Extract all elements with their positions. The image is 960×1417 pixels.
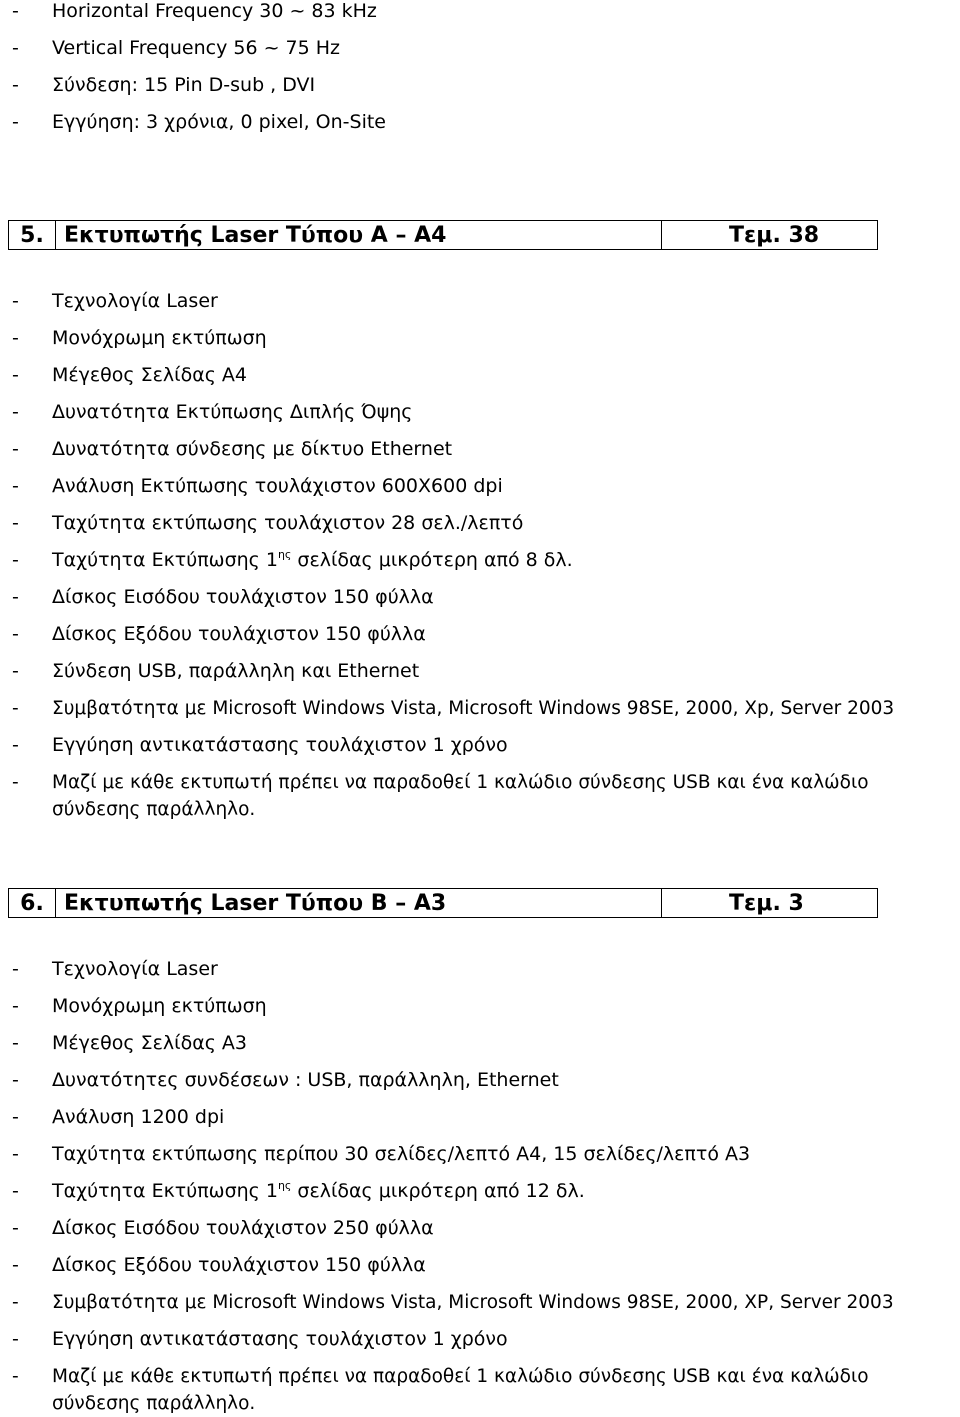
list-item: - Εγγύηση: 3 χρόνια, 0 pixel, On-Site [12,111,386,133]
list-item: - Δυνατότητες συνδέσεων : USB, παράλληλη, Ethernet [12,1069,559,1091]
list-item: - Εγγύηση αντικατάστασης τουλάχιστον 1 χρόνο [12,1328,508,1350]
list-item: - Ταχύτητα εκτύπωσης περίπου 30 σελίδες/λεπτό Α4, 15 σελίδες/λεπτό Α3 [12,1143,751,1165]
list-item: - Ταχύτητα Εκτύπωσης $1^{\eta\varsigma}$ σελίδας μικρότερη από 8 δλ. [12,548,573,571]
list-item: - Δίσκος Εξόδου τουλάχιστον 150 φύλλα [12,623,426,645]
list-item: - Συμβατότητα με Microsoft Windows Vista, Microsoft Windows 98SE, 2000, Xp, Server 2003 [12,698,895,719]
list-item: - Horizontal Frequency 30 ~ 83 kHz [12,0,377,22]
list-item: - Τεχνολογία Laser [12,958,218,980]
list-item: - Ταχύτητα Εκτύπωσης $1^{\eta\varsigma}$ σελίδας μικρότερη από 12 δλ. [12,1179,585,1202]
list-item: - Συμβατότητα με Microsoft Windows Vista, Microsoft Windows 98SE, 2000, XP, Server 2003 [12,1292,894,1313]
cell-divider [661,221,662,249]
section-quantity: Τεμ. 38 [729,223,820,248]
list-item: - Ανάλυση Εκτύπωσης τουλάχιστον 600Χ600 dpi [12,475,503,497]
list-item: - Δίσκος Εξόδου τουλάχιστον 150 φύλλα [12,1254,426,1276]
list-item: - Σύνδεση: 15 Pin D-sub , DVI [12,74,316,96]
list-item: - Ταχύτητα εκτύπωσης τουλάχιστον 28 σελ./λεπτό [12,512,524,534]
list-item: - Μαζί με κάθε εκτυπωτή πρέπει να παραδοθεί 1 καλώδιο σύνδεσης USB και ένα καλώδιο σύνδεσης παράλληλο. [12,772,869,820]
list-item: - Μέγεθος Σελίδας Α4 [12,364,247,386]
list-item: - Μονόχρωμη εκτύπωση [12,327,267,349]
section-quantity: Τεμ. 3 [729,891,804,916]
list-item: - Εγγύηση αντικατάστασης τουλάχιστον 1 χρόνο [12,734,508,756]
list-item: - Σύνδεση USB, παράλληλη και Ethernet [12,660,420,682]
section-number: 5. [9,221,56,249]
section-number: 6. [9,889,56,917]
list-item: - Μαζί με κάθε εκτυπωτή πρέπει να παραδοθεί 1 καλώδιο σύνδεσης USB και ένα καλώδιο σύνδεσης παράλληλο. [12,1366,869,1414]
section-header-5 [8,220,878,250]
section-title: Εκτυπωτής Laser Τύπου Β – Α3 [64,891,447,916]
section-title: Εκτυπωτής Laser Τύπου Α – Α4 [64,223,447,248]
cell-divider [661,889,662,917]
list-item: - Δυνατότητα Εκτύπωσης Διπλής Όψης [12,401,413,423]
list-item: - Δίσκος Εισόδου τουλάχιστον 150 φύλλα [12,586,434,608]
list-item: - Vertical Frequency 56 ~ 75 Hz [12,37,341,59]
list-item: - Δίσκος Εισόδου τουλάχιστον 250 φύλλα [12,1217,434,1239]
list-item: - Μέγεθος Σελίδας Α3 [12,1032,247,1054]
section-header-6 [8,888,878,918]
list-item: - Ανάλυση 1200 dpi [12,1106,225,1128]
list-item: - Μονόχρωμη εκτύπωση [12,995,267,1017]
list-item: - Τεχνολογία Laser [12,290,218,312]
list-item: - Δυνατότητα σύνδεσης με δίκτυο Ethernet [12,438,453,460]
